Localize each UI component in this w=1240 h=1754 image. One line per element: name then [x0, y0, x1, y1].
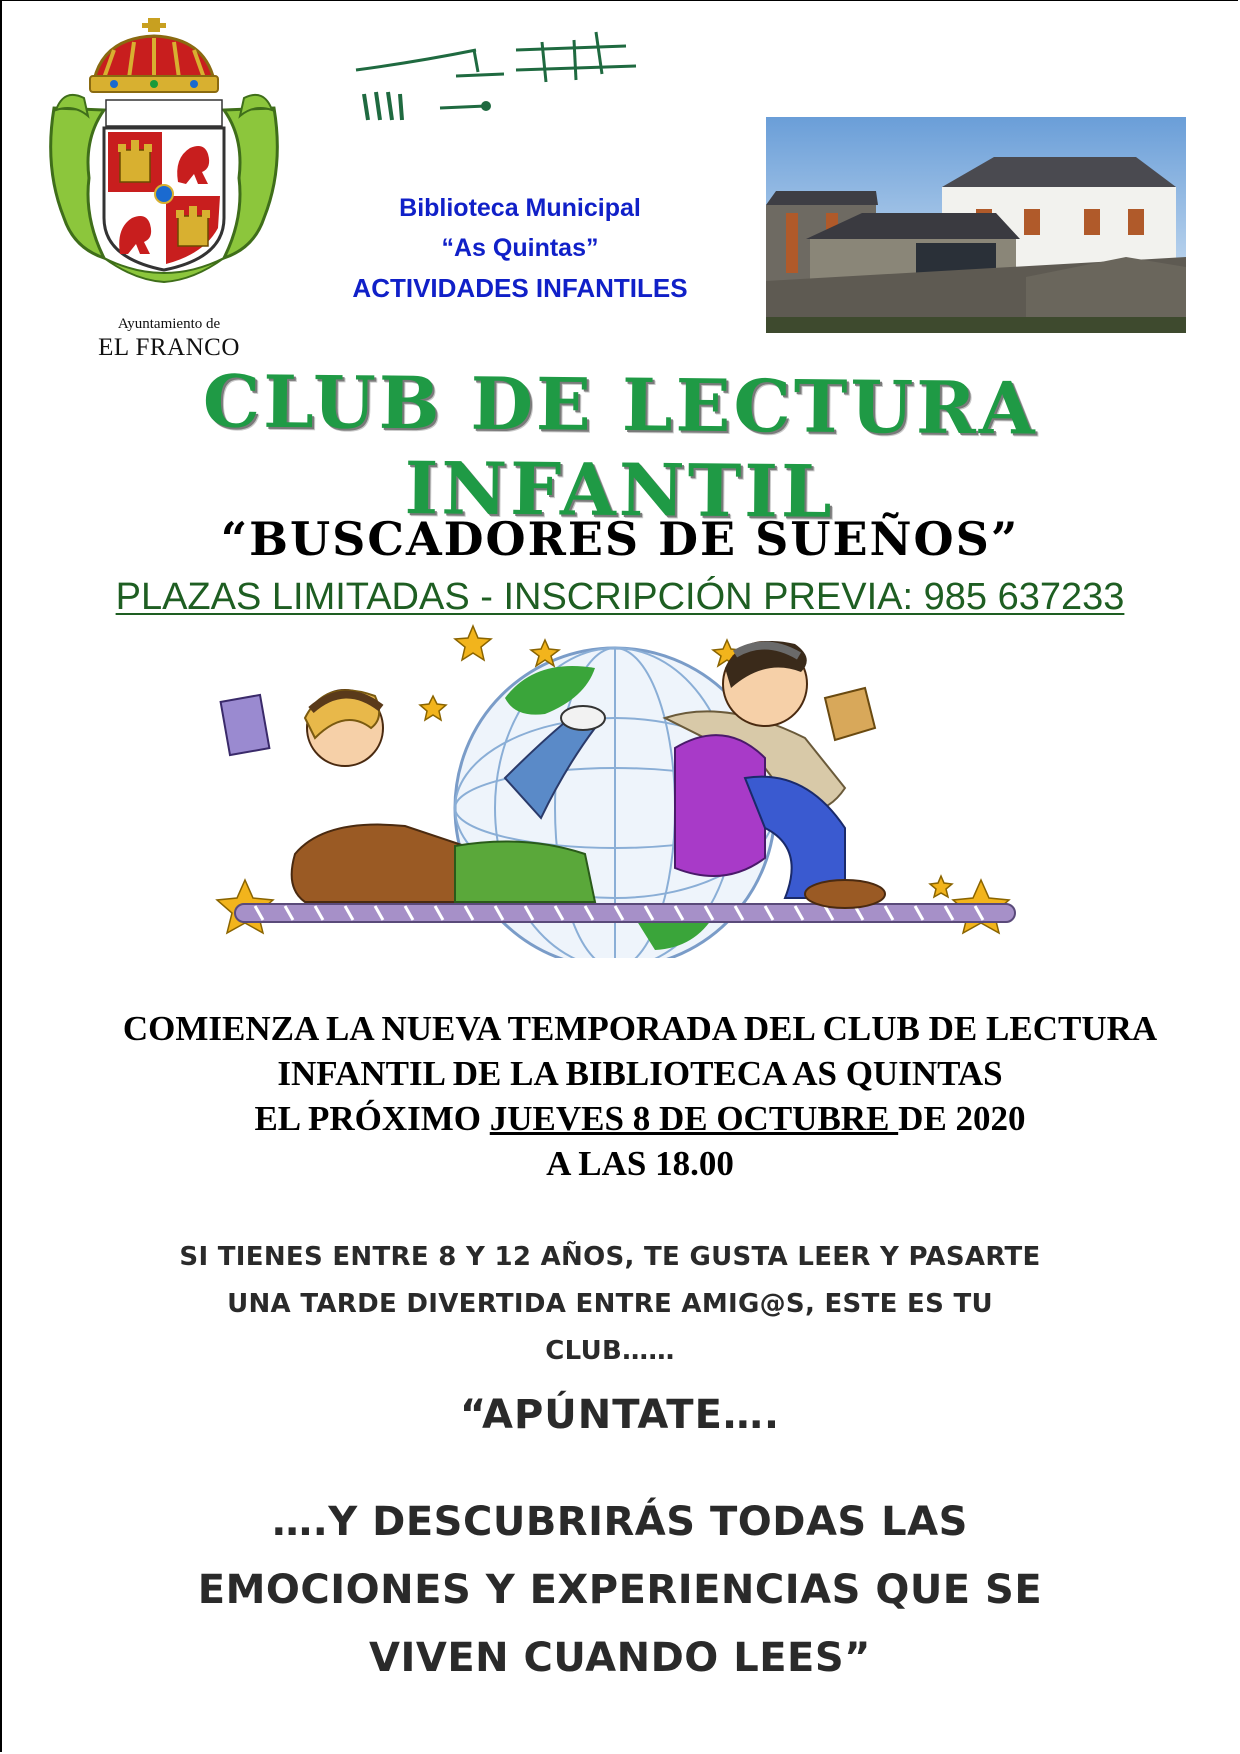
- closing-line-3: VIVEN CUANDO LEES”: [369, 1635, 871, 1681]
- invite-line-2: UNA TARDE DIVERTIDA ENTRE AMIG@S, ESTE ES TU: [227, 1289, 993, 1319]
- header-library-name: Biblioteca Municipal: [399, 194, 641, 222]
- building-image-icon: [766, 117, 1186, 333]
- invite-line-1: SI TIENES ENTRE 8 Y 12 AÑOS, TE GUSTA LEER Y PASARTE: [179, 1242, 1041, 1272]
- closing-line-2: EMOCIONES Y EXPERIENCIAS QUE SE: [197, 1567, 1043, 1613]
- announcement-year: DE 2020: [898, 1099, 1026, 1138]
- reading-kids-illustration: [205, 618, 1045, 958]
- invite-line-3: CLUB……: [545, 1336, 675, 1366]
- registration-info: [80, 576, 1160, 619]
- crest-caption-el-franco: EL FRANCO: [98, 334, 240, 361]
- season-announcement: [100, 1006, 1180, 1186]
- crest-icon: [44, 18, 284, 318]
- crest-caption-ayuntamiento: Ayuntamiento de: [117, 316, 221, 332]
- header-text: [300, 188, 740, 308]
- announcement-line-1: COMIENZA LA NUEVA TEMPORADA DEL CLUB DE LECTURA: [122, 1009, 1158, 1048]
- globe-readers-icon: [205, 618, 1045, 958]
- program-title: “BUSCADORES DE SUEÑOS”: [220, 512, 1020, 566]
- library-building-photo: [766, 117, 1186, 333]
- announcement-line-3: [100, 1096, 1180, 1141]
- club-title: CLUB DE LECTURA INFANTIL: [202, 358, 1039, 534]
- age-invitation: [110, 1234, 1110, 1375]
- closing-message: [60, 1488, 1180, 1692]
- sign-up-call: “APÚNTATE….: [459, 1392, 781, 1438]
- registration-phone: PLAZAS LIMITADAS - INSCRIPCIÓN PREVIA: 985 637233: [115, 576, 1125, 618]
- library-logo-icon: [306, 22, 696, 150]
- municipal-crest: [44, 18, 284, 361]
- announcement-time: A LAS 18.00: [546, 1144, 734, 1183]
- closing-line-1: ….Y DESCUBRIRÁS TODAS LAS: [272, 1499, 968, 1545]
- library-logo: [306, 22, 696, 150]
- announcement-date: JUEVES 8 DE OCTUBRE: [489, 1099, 899, 1138]
- announcement-line-2: INFANTIL DE LA BIBLIOTECA AS QUINTAS: [277, 1054, 1003, 1093]
- announcement-prefix: EL PRÓXIMO: [254, 1099, 490, 1138]
- header-library-quintas: “As Quintas”: [441, 234, 599, 262]
- header-activities: ACTIVIDADES INFANTILES: [352, 273, 688, 303]
